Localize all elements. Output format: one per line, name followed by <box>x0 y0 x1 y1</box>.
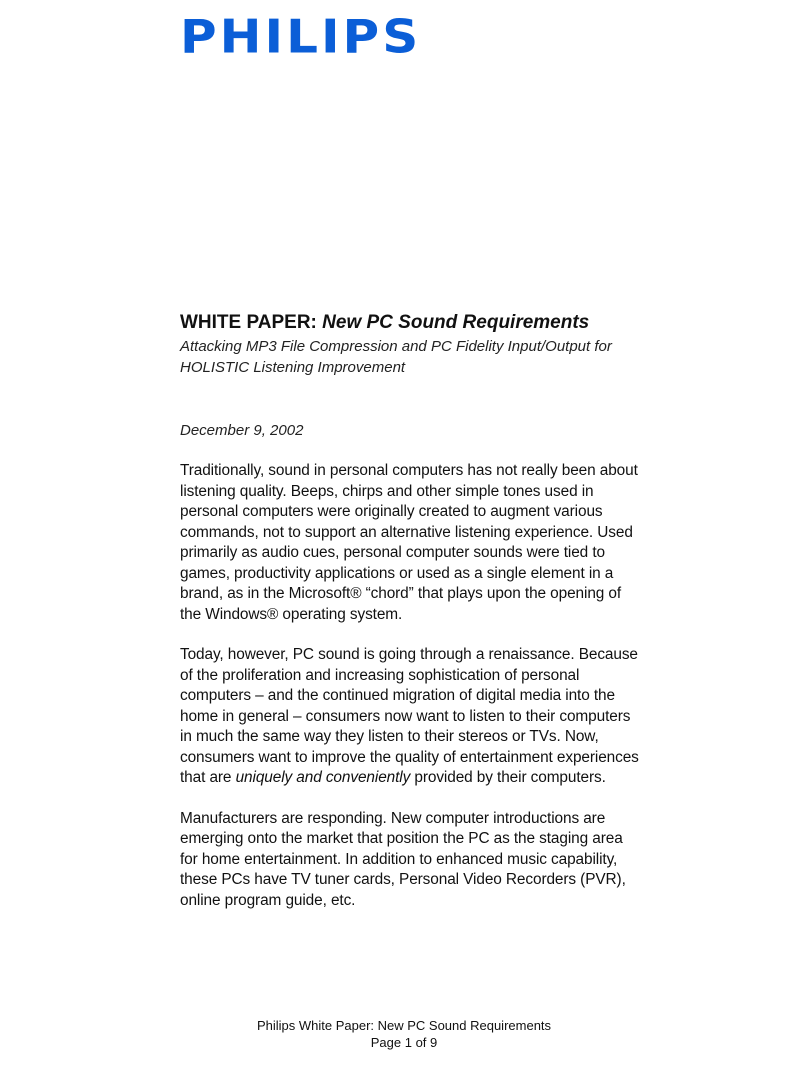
page-number: Page 1 of 9 <box>370 1035 438 1050</box>
page-footer <box>0 1017 808 1051</box>
title-prefix: WHITE PAPER: <box>180 312 317 333</box>
paragraph-3: Manufacturers are responding. New computer introductions are emerging onto the market that position the PC as the staging area for home entertainment. In addition to enhanced music capability, these PCs have TV tuner cards, Personal Video Recorders (PVR), online program guide, etc. <box>180 809 626 909</box>
paragraph-1: Traditionally, sound in personal computers has not really been about listening quality. Beeps, chirps and other simple tones used in personal computers were originally created to augment various commands, not to support an alternative listening experience. Used primarily as audio cues, personal computer sounds were tied to games, productivity applications or used as a single element in a brand, as in the Microsoft® “chord” that plays upon the opening of the Windows® operating system. <box>180 462 638 623</box>
title-main: New PC Sound Requirements <box>322 312 590 333</box>
paragraph-2-emphasis: uniquely and conveniently <box>235 769 411 786</box>
document-subtitle: Attacking MP3 File Compression and PC Fidelity Input/Output for HOLISTIC Listening Improvement <box>180 338 612 376</box>
paragraph-2-text-a: Today, however, PC sound is going through a renaissance. Because of the proliferation and increasing sophistication of personal computers – and the continued migration of digital media into the home in general – consumers now want to listen to their computers in much the same way they listen to their stereos or TVs. Now, consumers want to improve the quality of entertainment experiences that are <box>180 646 639 786</box>
paragraph-2 <box>180 645 640 789</box>
footer-title: Philips White Paper: New PC Sound Requirements <box>256 1018 552 1033</box>
paragraph-2-text-b: provided by their computers. <box>410 769 606 786</box>
philips-logo: PHILIPS <box>180 10 422 64</box>
document-body <box>180 310 640 911</box>
document-date: December 9, 2002 <box>180 422 304 439</box>
document-title <box>180 310 640 336</box>
